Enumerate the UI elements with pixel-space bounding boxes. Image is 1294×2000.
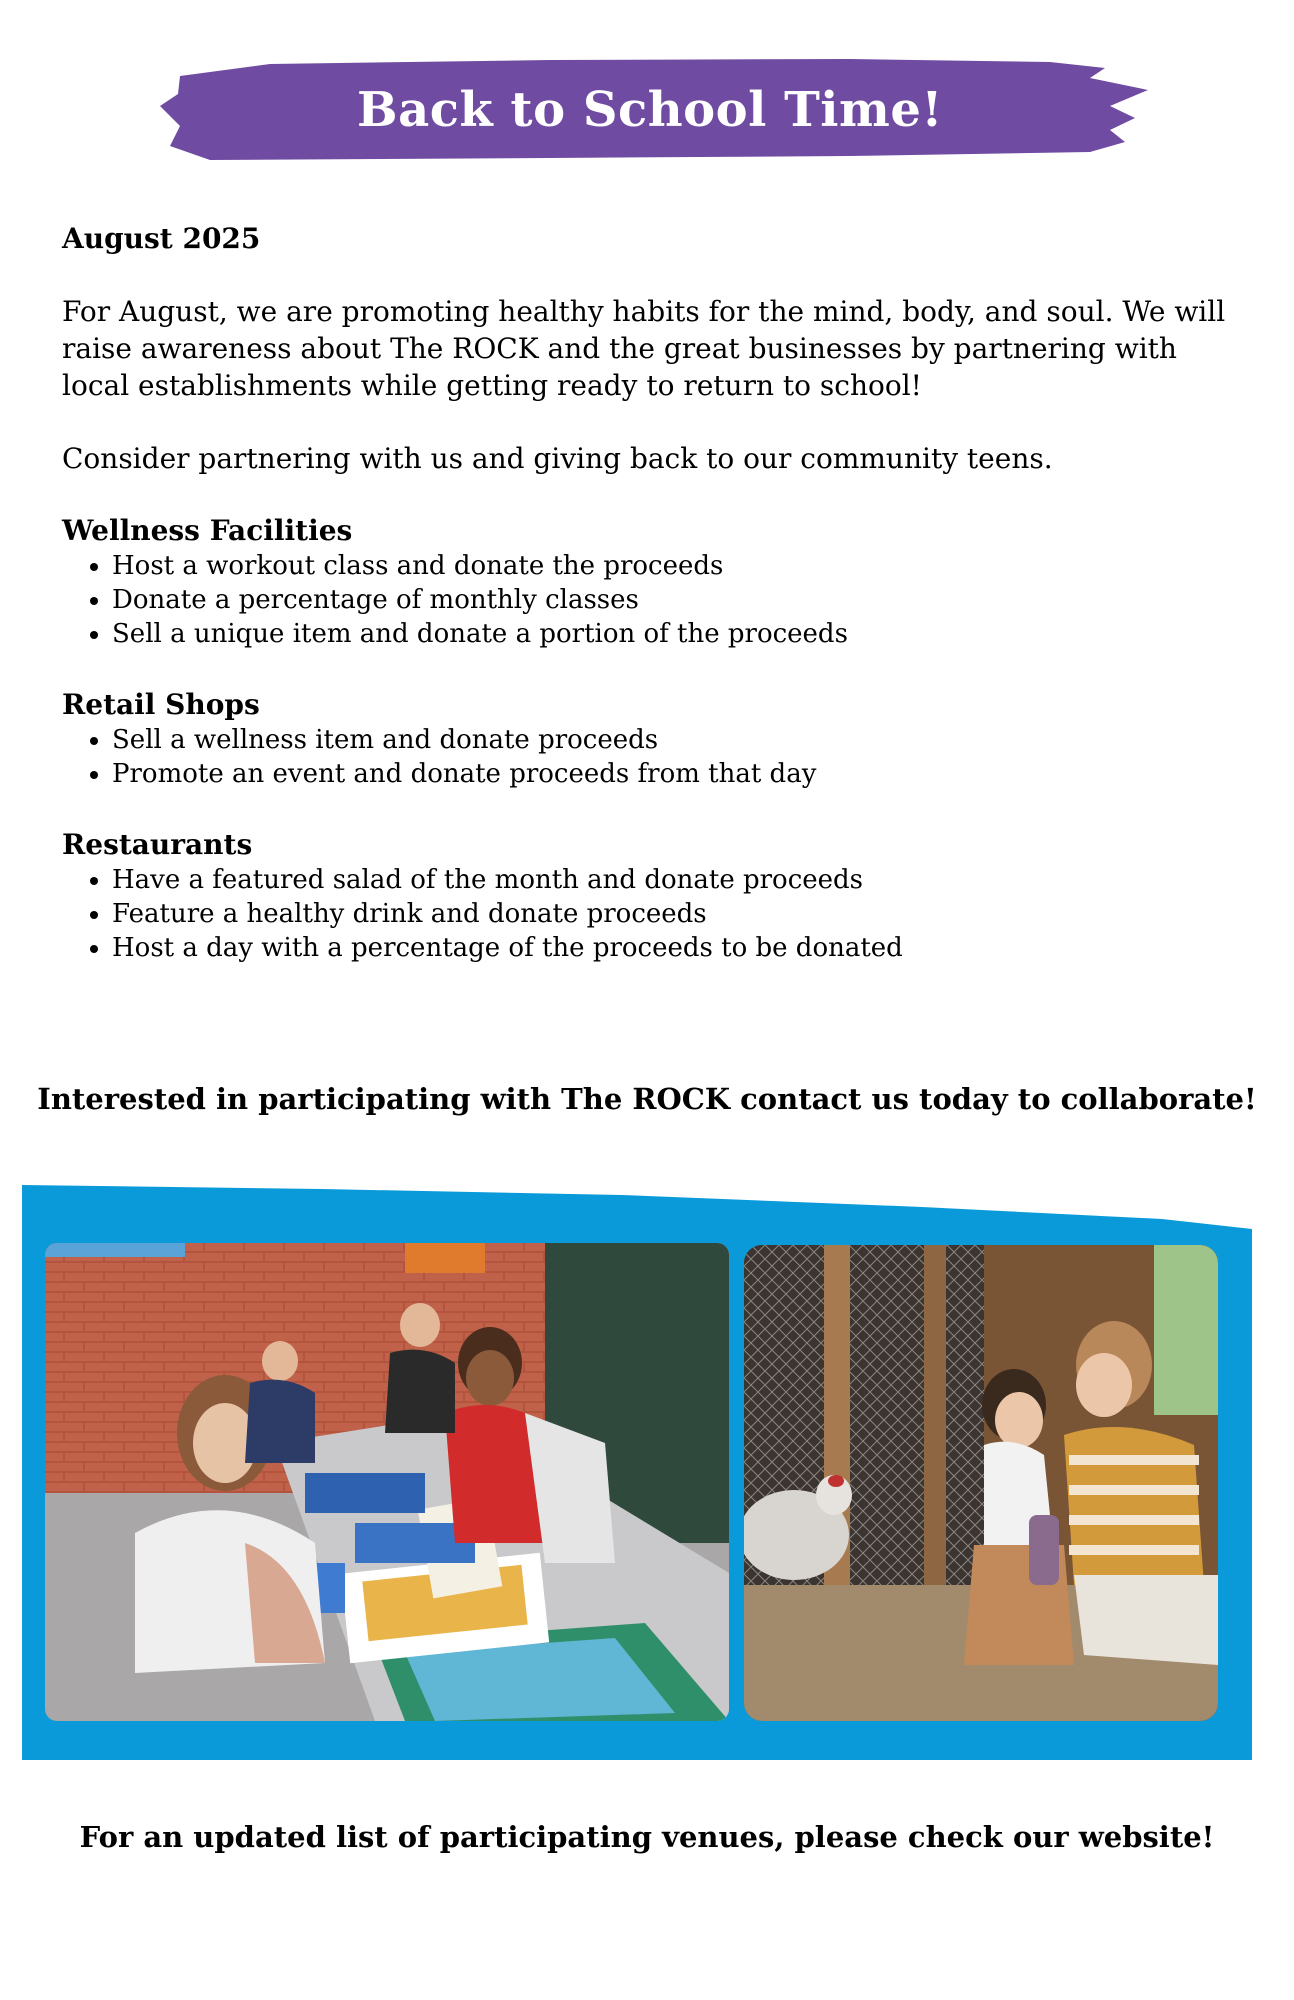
list-item: • Feature a healthy drink and donate proceeds bbox=[112, 897, 1242, 931]
section-title: Restaurants bbox=[62, 828, 253, 861]
list-item: • Sell a unique item and donate a portion of the proceeds bbox=[112, 617, 1242, 651]
section-wellness bbox=[62, 513, 1242, 651]
section-restaurants bbox=[62, 827, 1242, 965]
bullet-list bbox=[62, 723, 1242, 791]
list-item: • Have a featured salad of the month and donate proceeds bbox=[112, 863, 1242, 897]
page-title: Back to School Time! bbox=[357, 82, 943, 138]
header-banner bbox=[150, 56, 1150, 164]
section-title: Retail Shops bbox=[62, 688, 260, 721]
intro-paragraph: For August, we are promoting healthy habits for the mind, body, and soul. We will raise awareness about The ROCK and the great businesses by partnering with local establishments while getting ready to return to school! bbox=[62, 295, 1226, 402]
photo-band bbox=[22, 1185, 1252, 1760]
footer-note: For an updated list of participating venues, please check our website! bbox=[79, 1820, 1215, 1854]
list-item: • Host a workout class and donate the proceeds bbox=[112, 549, 1242, 583]
list-item: • Donate a percentage of monthly classes bbox=[112, 583, 1242, 617]
list-item: • Promote an event and donate proceeds from that day bbox=[112, 757, 1242, 791]
bullet-list bbox=[62, 549, 1242, 651]
section-retail bbox=[62, 687, 1242, 791]
consider-paragraph: Consider partnering with us and giving back to our community teens. bbox=[62, 442, 1053, 475]
date-heading: August 2025 bbox=[62, 222, 261, 255]
main-content bbox=[62, 220, 1242, 1001]
bullet-list bbox=[62, 863, 1242, 965]
list-item: • Sell a wellness item and donate proceeds bbox=[112, 723, 1242, 757]
section-title: Wellness Facilities bbox=[62, 514, 353, 547]
photo-chicken-coop bbox=[744, 1245, 1218, 1721]
list-item: • Host a day with a percentage of the proceeds to be donated bbox=[112, 931, 1242, 965]
call-to-action: Interested in participating with The ROCK contact us today to collaborate! bbox=[37, 1082, 1257, 1116]
photo-board-games bbox=[45, 1243, 729, 1721]
